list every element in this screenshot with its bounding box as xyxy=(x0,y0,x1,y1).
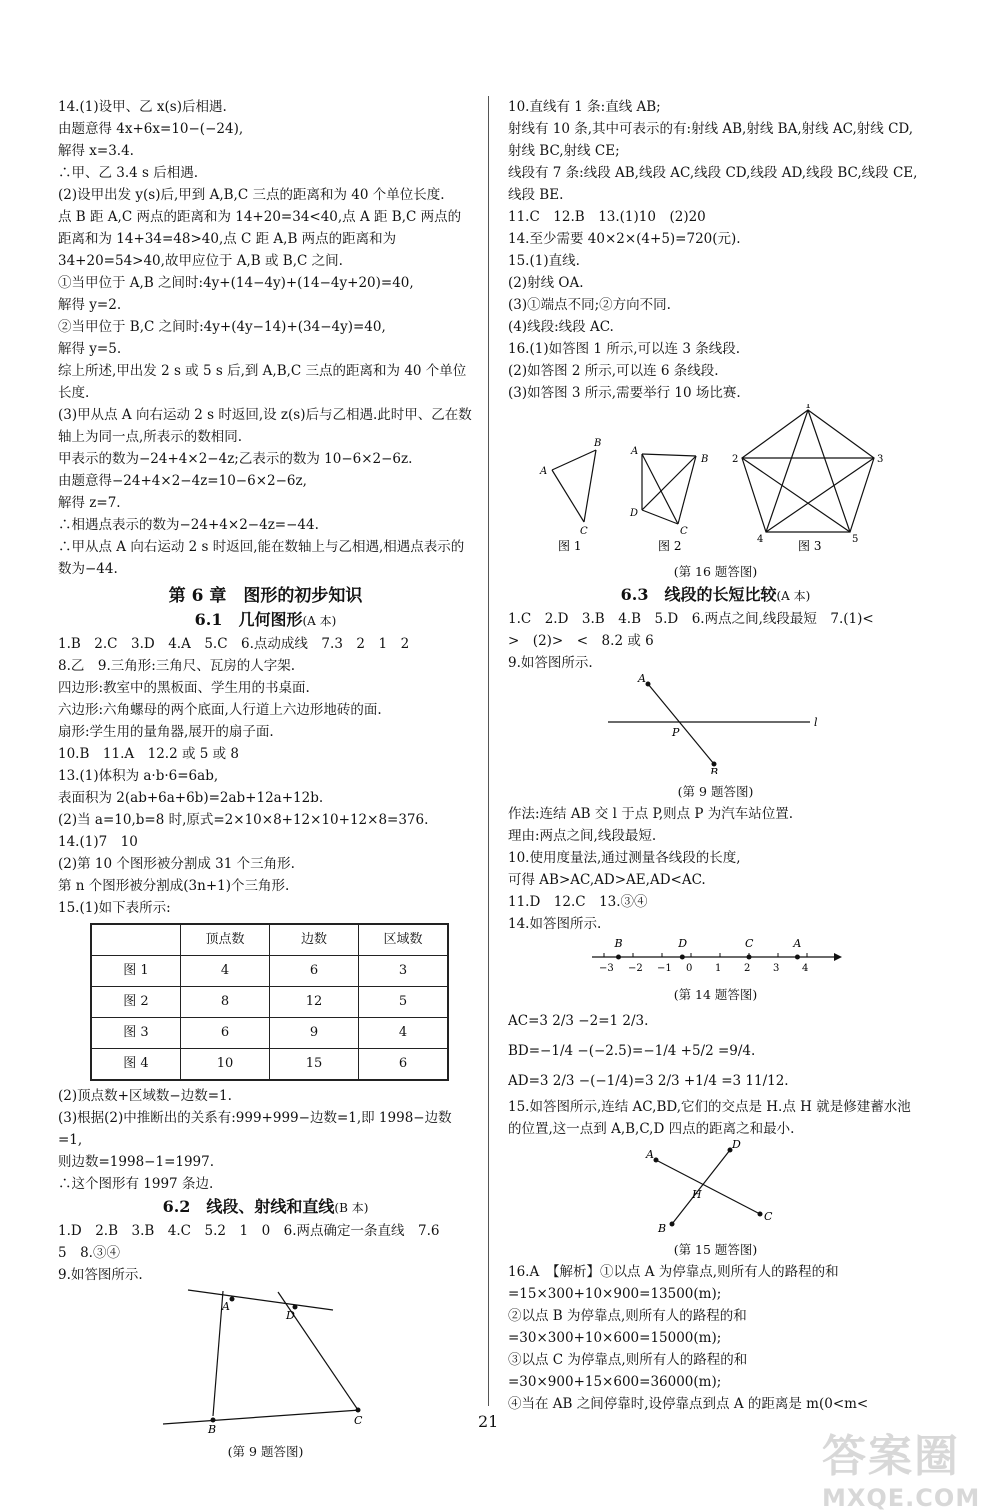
fig3-caption: 图 3 xyxy=(798,539,822,553)
text-line: 表面积为 2(ab+6a+6b)=2ab+12a+12b. xyxy=(58,790,324,806)
text-line: 第 n 个图形被分割成(3n+1)个三角形. xyxy=(58,878,290,894)
label-b: B xyxy=(710,766,719,774)
text-line: > (2)> < 8.2 或 6 xyxy=(508,633,654,649)
section-subtitle: (A 本) xyxy=(776,589,811,603)
table-cell: 12 xyxy=(270,987,359,1018)
text-line: (3)如答图 3 所示,需要举行 10 场比赛. xyxy=(508,385,741,401)
tick-label: −3 xyxy=(599,963,614,974)
segment-ab xyxy=(648,684,714,764)
fig2-label-a: A xyxy=(631,446,639,457)
text-line: AD=3 2/3 −(−1/4)=3 2/3 +1/4 =3 11/12. xyxy=(508,1073,789,1089)
label-d: D xyxy=(286,1309,295,1322)
number-line-ticks xyxy=(599,953,808,974)
section-title-text: 6.2 线段、射线和直线 xyxy=(162,1197,335,1216)
tick-label: 1 xyxy=(715,963,722,974)
text-line: 14.如答图所示. xyxy=(508,916,602,932)
fig3-label-5: 5 xyxy=(852,534,859,545)
tick-label: 2 xyxy=(744,963,751,974)
point-label: C xyxy=(745,937,754,950)
segment-bd xyxy=(672,1150,730,1224)
watermark-bottom: MXQE.COM xyxy=(822,1484,981,1512)
label-c: C xyxy=(764,1210,773,1223)
table-header-cell: 顶点数 xyxy=(181,924,270,956)
text-line: ①当甲位于 A,B 之间时:4y+(14−4y)+(14−4y+20)=40, xyxy=(58,275,414,291)
table-cell: 6 xyxy=(359,1049,449,1081)
text-line: 解得 y=5. xyxy=(58,341,122,357)
text-line: 综上所述,甲出发 2 s 或 5 s 后,到 A,B,C 三点的距离和为 40 个单位长度. xyxy=(58,363,467,401)
text-line: 点 B 距 A,C 两点的距离和为 14+20=34<40,点 A 距 B,C 两点的距离和为 14+34=48>40,点 C 距 A,B 两点的距离和为 34+20=54>40,故甲应位于 A,B 或 B,C 之间. xyxy=(58,209,462,269)
label-b: B xyxy=(658,1222,667,1232)
line-ad xyxy=(188,1290,333,1310)
text-line: 六边形:六角螺母的两个底面,人行道上六边形地砖的面. xyxy=(58,702,382,718)
figure-9-left-diagram xyxy=(58,1286,473,1434)
number-line xyxy=(508,935,923,977)
point-a xyxy=(230,1297,235,1302)
figure-caption: (第 15 题答图) xyxy=(673,1242,758,1257)
table-cell: 15 xyxy=(270,1049,359,1081)
text-line: 由题意得−24+4×2−4z=10−6×2−6z, xyxy=(58,473,307,489)
text-line: (3)根据(2)中推断出的关系有:999+999−边数=1,即 1998−边数=1, xyxy=(58,1110,452,1148)
label-d: D xyxy=(732,1140,741,1151)
left-column xyxy=(58,96,473,1463)
text-line: 16.(1)如答图 1 所示,可以连 3 条线段. xyxy=(508,341,741,357)
point-a xyxy=(646,682,651,687)
fig3-label-4: 4 xyxy=(757,534,764,545)
text-line: 14.(1)设甲、乙 x(s)后相遇. xyxy=(58,99,227,115)
table-cell: 图 2 xyxy=(91,987,181,1018)
fig2-caption: 图 2 xyxy=(658,539,682,553)
text-line: ③以点 C 为停靠点,则所有人的路程的和=30×900+15×600=36000(m); xyxy=(508,1352,748,1390)
text-line: (2)第 10 个图形被分割成 31 个三角形. xyxy=(58,856,295,872)
line-bc xyxy=(163,1410,360,1424)
column-divider xyxy=(488,96,489,1406)
fig2-label-d: D xyxy=(630,508,639,519)
text-line: (2)顶点数+区域数−边数=1. xyxy=(58,1088,232,1104)
text-line: 10.使用度量法,通过测量各线段的长度, xyxy=(508,850,741,866)
table-row xyxy=(91,987,448,1018)
text-line: 解得 z=7. xyxy=(58,495,121,511)
point-c xyxy=(356,1408,361,1413)
fig2-label-b: B xyxy=(701,454,709,465)
label-a: A xyxy=(222,1300,230,1313)
fig1-label-c: C xyxy=(580,526,588,537)
text-line: 1.D 2.B 3.B 4.C 5.2 1 0 6.两点确定一条直线 7.6 xyxy=(58,1223,440,1239)
table-cell: 4 xyxy=(359,1018,449,1049)
figure-caption: (第 16 题答图) xyxy=(673,564,758,579)
number-line-points xyxy=(614,937,802,960)
text-line: (3)①端点不同;②方向不同. xyxy=(508,297,671,313)
point-c xyxy=(758,1212,763,1217)
section-title-6-3 xyxy=(508,583,923,608)
figure-15-diagram xyxy=(508,1140,923,1232)
label-l: l xyxy=(814,716,818,729)
table-cell: 3 xyxy=(359,956,449,987)
table-cell: 10 xyxy=(181,1049,270,1081)
text-line: 则边数=1998−1=1997. xyxy=(58,1154,215,1170)
text-line: 10.B 11.A 12.2 或 5 或 8 xyxy=(58,746,240,762)
section-subtitle: (A 本) xyxy=(302,614,337,628)
text-line: 11.C 12.B 13.(1)10 (2)20 xyxy=(508,209,706,225)
figure-9-right xyxy=(508,674,923,803)
table-cell: 4 xyxy=(181,956,270,987)
figure-caption: (第 9 题答图) xyxy=(227,1444,304,1459)
text-line: 由题意得 4x+6x=10−(−24), xyxy=(58,121,244,137)
figure-16-diagrams xyxy=(508,404,923,554)
text-line: 射线有 10 条,其中可表示的有:射线 AB,射线 BA,射线 AC,射线 CD,射线 BC,射线 CE; xyxy=(508,121,914,159)
text-line: 15.如答图所示,连结 AC,BD,它们的交点是 H.点 H 就是修建蓄水池的位置,这一点到 A,B,C,D 四点的距离之和最小. xyxy=(508,1099,911,1137)
watermark-logo xyxy=(822,1420,980,1512)
page-number: 21 xyxy=(478,1412,499,1431)
right-column xyxy=(508,96,923,1415)
text-line: AC=3 2/3 −2=1 2/3. xyxy=(508,1013,649,1029)
text-line: ∴这个图形有 1997 条边. xyxy=(58,1176,214,1192)
text-line: (2)设甲出发 y(s)后,甲到 A,B,C 三点的距离和为 40 个单位长度. xyxy=(58,187,445,203)
table-header-row xyxy=(91,924,448,956)
text-line: 8.乙 9.三角形:三角尺、瓦房的人字架. xyxy=(58,658,296,674)
tick-label: 3 xyxy=(773,963,780,974)
point-label: A xyxy=(793,937,802,950)
section-title-text: 6.3 线段的长短比较 xyxy=(620,585,777,604)
text-line: 1.B 2.C 3.D 4.A 5.C 6.点动成线 7.3 2 1 2 xyxy=(58,636,410,652)
text-line: 5 8.③④ xyxy=(58,1245,120,1261)
figure-14 xyxy=(508,935,923,1006)
text-line: 作法:连结 AB 交 l 于点 P,则点 P 为汽车站位置. xyxy=(508,806,794,822)
point-d xyxy=(680,955,685,960)
fig3-label-3: 3 xyxy=(877,454,884,465)
table-row xyxy=(91,1018,448,1049)
label-a: A xyxy=(638,674,646,685)
table-row xyxy=(91,1049,448,1081)
text-line: 理由:两点之间,线段最短. xyxy=(508,828,657,844)
watermark-top: 答案圈 xyxy=(822,1431,960,1482)
point-b xyxy=(670,1222,675,1227)
text-line: 9.如答图所示. xyxy=(58,1267,143,1283)
tick-label: −2 xyxy=(628,963,643,974)
label-p: P xyxy=(672,726,680,739)
table-header-cell: 边数 xyxy=(270,924,359,956)
table-cell: 图 3 xyxy=(91,1018,181,1049)
number-line-arrow xyxy=(834,953,842,961)
point-label: D xyxy=(678,937,688,950)
fig1-label-b: B xyxy=(594,438,602,449)
text-line: 1.C 2.D 3.B 4.B 5.D 6.两点之间,线段最短 7.(1)< xyxy=(508,611,874,627)
figure-9-left xyxy=(58,1286,473,1463)
figure-caption: (第 9 题答图) xyxy=(677,784,754,799)
figure-9-right-diagram xyxy=(508,674,923,774)
fig1-label-a: A xyxy=(540,466,548,477)
text-line: (2)射线 OA. xyxy=(508,275,584,291)
text-line: 解得 x=3.4. xyxy=(58,143,134,159)
point-a xyxy=(654,1158,659,1163)
text-line: ∴甲、乙 3.4 s 后相遇. xyxy=(58,165,199,181)
label-a: A xyxy=(646,1148,654,1161)
fig2-label-c: C xyxy=(680,526,688,537)
segment-ac xyxy=(656,1160,760,1214)
table-cell: 6 xyxy=(270,956,359,987)
table-cell: 6 xyxy=(181,1018,270,1049)
text-line: (2)如答图 2 所示,可以连 6 条线段. xyxy=(508,363,719,379)
text-line: 可得 AB>AC,AD>AE,AD<AC. xyxy=(508,872,706,888)
table-cell: 图 4 xyxy=(91,1049,181,1081)
table-cell: 9 xyxy=(270,1018,359,1049)
text-line: 14.(1)7 10 xyxy=(58,834,138,850)
table-cell: 8 xyxy=(181,987,270,1018)
label-h: H xyxy=(692,1188,702,1201)
text-line: BD=−1/4 −(−2.5)=−1/4 +5/2 =9/4. xyxy=(508,1043,756,1059)
text-line: ∴相遇点表示的数为−24+4×2−4z=−44. xyxy=(58,517,319,533)
text-line: 扇形:学生用的量角器,展开的扇子面. xyxy=(58,724,274,740)
text-line: ∴甲从点 A 向右运动 2 s 时返回,能在数轴上与乙相遇,相遇点表示的数为−44. xyxy=(58,539,465,577)
point-a xyxy=(795,955,800,960)
label-c: C xyxy=(354,1414,363,1427)
text-line: 四边形:教室中的黑板面、学生用的书桌面. xyxy=(58,680,310,696)
section-title-6-1 xyxy=(58,608,473,633)
section-title-6-2 xyxy=(58,1195,473,1220)
text-line: (4)线段:线段 AC. xyxy=(508,319,614,335)
table-header-cell xyxy=(91,924,181,956)
fig3-label-1: 1 xyxy=(805,404,812,411)
table-header-cell: 区域数 xyxy=(359,924,449,956)
point-b xyxy=(616,955,621,960)
point-c xyxy=(747,955,752,960)
text-line: 15.(1)如下表所示: xyxy=(58,900,171,916)
text-line: ②当甲位于 B,C 之间时:4y+(4y−14)+(34−4y)=40, xyxy=(58,319,386,335)
text-line: (2)当 a=10,b=8 时,原式=2×10×8+12×10+12×8=376. xyxy=(58,812,429,828)
text-line: 13.(1)体积为 a·b·6=6ab, xyxy=(58,768,219,784)
text-line: (3)甲从点 A 向右运动 2 s 时返回,设 z(s)后与乙相遇.此时甲、乙在数轴上为同一点,所表示的数相同. xyxy=(58,407,472,445)
text-line: 11.D 12.C 13.③④ xyxy=(508,894,648,910)
tick-label: −1 xyxy=(657,963,672,974)
table-cell: 5 xyxy=(359,987,449,1018)
label-b: B xyxy=(208,1423,217,1434)
figure-15 xyxy=(508,1140,923,1261)
text-line: ②以点 B 为停靠点,则所有人的路程的和=30×300+10×600=15000(m); xyxy=(508,1308,747,1346)
vertex-table xyxy=(90,923,449,1081)
tick-label: 4 xyxy=(802,963,809,974)
chapter-title: 第 6 章 图形的初步知识 xyxy=(168,586,363,606)
fig1-caption: 图 1 xyxy=(558,539,582,553)
tick-label: 0 xyxy=(686,963,693,974)
text-line: 9.如答图所示. xyxy=(508,655,593,671)
text-line: ④当在 AB 之间停靠时,设停靠点到点 A 的距离是 m(0<m< xyxy=(508,1396,869,1412)
section-subtitle: (B 本) xyxy=(334,1201,369,1215)
text-line: 10.直线有 1 条:直线 AB; xyxy=(508,99,661,115)
point-label: B xyxy=(614,937,623,950)
text-line: 15.(1)直线. xyxy=(508,253,580,269)
figure-16 xyxy=(508,404,923,583)
table-row xyxy=(91,956,448,987)
text-line: 14.至少需要 40×2×(4+5)=720(元). xyxy=(508,231,741,247)
text-line: 甲表示的数为−24+4×2−4z;乙表示的数为 10−6×2−6z. xyxy=(58,451,413,467)
text-line: 16.A 【解析】①以点 A 为停靠点,则所有人的路程的和=15×300+10×900=13500(m); xyxy=(508,1264,839,1302)
table-cell: 图 1 xyxy=(91,956,181,987)
figure-caption: (第 14 题答图) xyxy=(673,987,758,1002)
text-line: 线段有 7 条:线段 AB,线段 AC,线段 CD,线段 AD,线段 BC,线段 CE,线段 BE. xyxy=(508,165,918,203)
point-b xyxy=(211,1418,216,1423)
section-title-text: 6.1 几何图形 xyxy=(194,610,303,629)
fig3-label-2: 2 xyxy=(732,454,739,465)
text-line: 解得 y=2. xyxy=(58,297,122,313)
